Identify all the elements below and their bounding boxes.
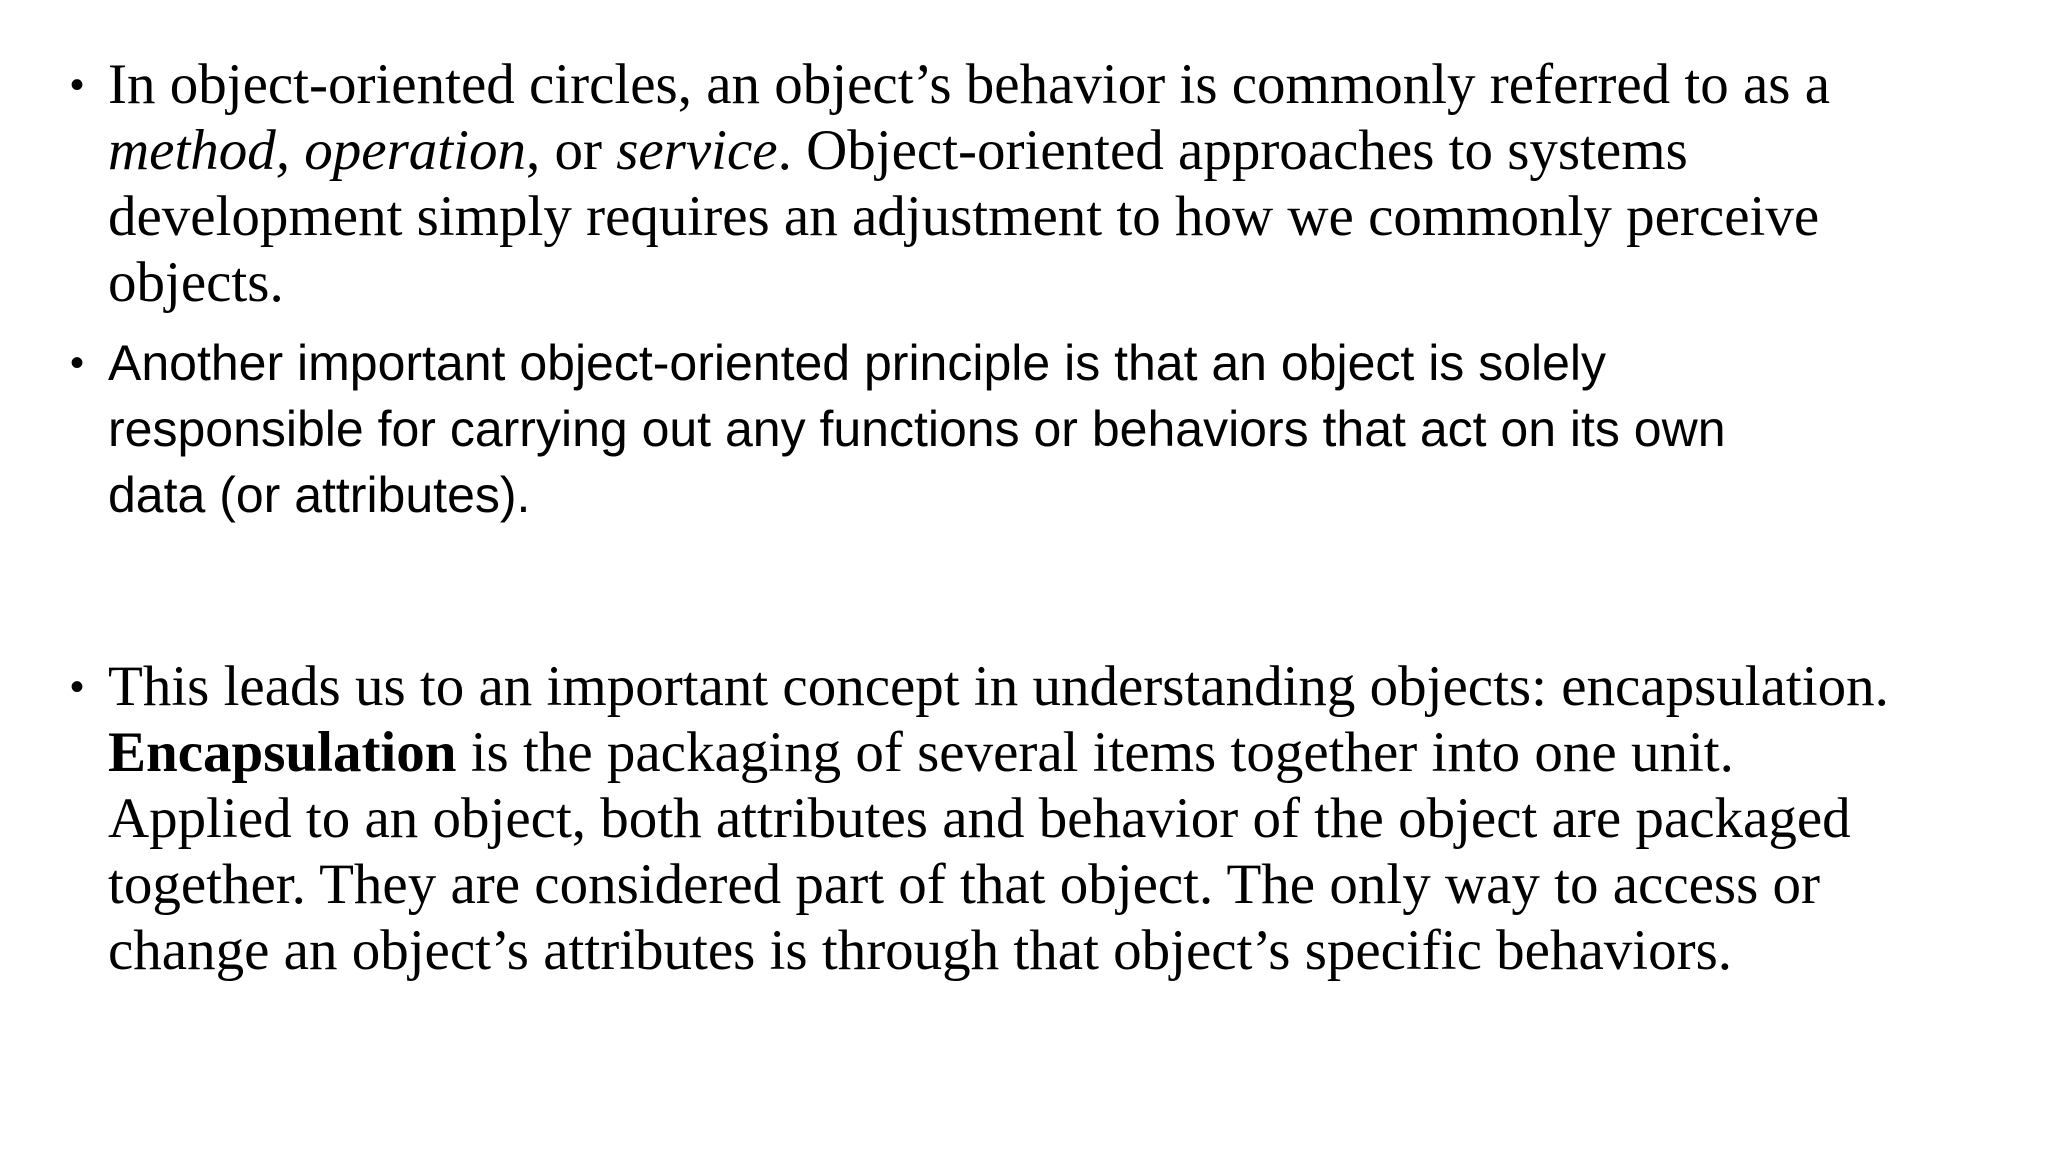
text-line: Applied to an object, both attributes and behavior of the object are packaged — [108, 787, 1851, 850]
term-method-operation: method, operation — [108, 119, 526, 182]
bullet-marker: • — [70, 665, 85, 709]
text-line: responsible for carrying out any functions or behaviors that act on its own — [108, 401, 1726, 457]
bullet-item-encapsulation — [70, 654, 2030, 984]
text-line: development simply requires an adjustment to how we commonly perceive — [108, 185, 1820, 248]
text-line: data (or attributes). — [108, 467, 531, 523]
text-line: change an object’s attributes is through that object’s specific behaviors. — [108, 919, 1733, 982]
text-line: method, operation, or service. Object-oriented approaches to systems — [108, 119, 1688, 182]
text-line: Another important object-oriented principle is that an object is solely — [108, 335, 1607, 391]
bullet-marker: • — [70, 341, 85, 385]
bullet-item-methods — [70, 52, 2030, 316]
bullet-marker: • — [70, 63, 85, 107]
term-encapsulation: Encapsulation — [108, 721, 457, 784]
text-line: In object-oriented circles, an object’s behavior is commonly referred to as a — [108, 53, 1830, 116]
text-line: together. They are considered part of that object. The only way to access or — [108, 853, 1821, 916]
term-service: service — [616, 119, 778, 182]
text-line: Encapsulation is the packaging of several items together into one unit. — [108, 721, 1734, 784]
bullet-item-responsibility — [70, 330, 2030, 528]
bullet-list — [70, 52, 2030, 984]
text-line: objects. — [108, 251, 284, 314]
text-line: This leads us to an important concept in understanding objects: encapsulation. — [108, 655, 1889, 718]
